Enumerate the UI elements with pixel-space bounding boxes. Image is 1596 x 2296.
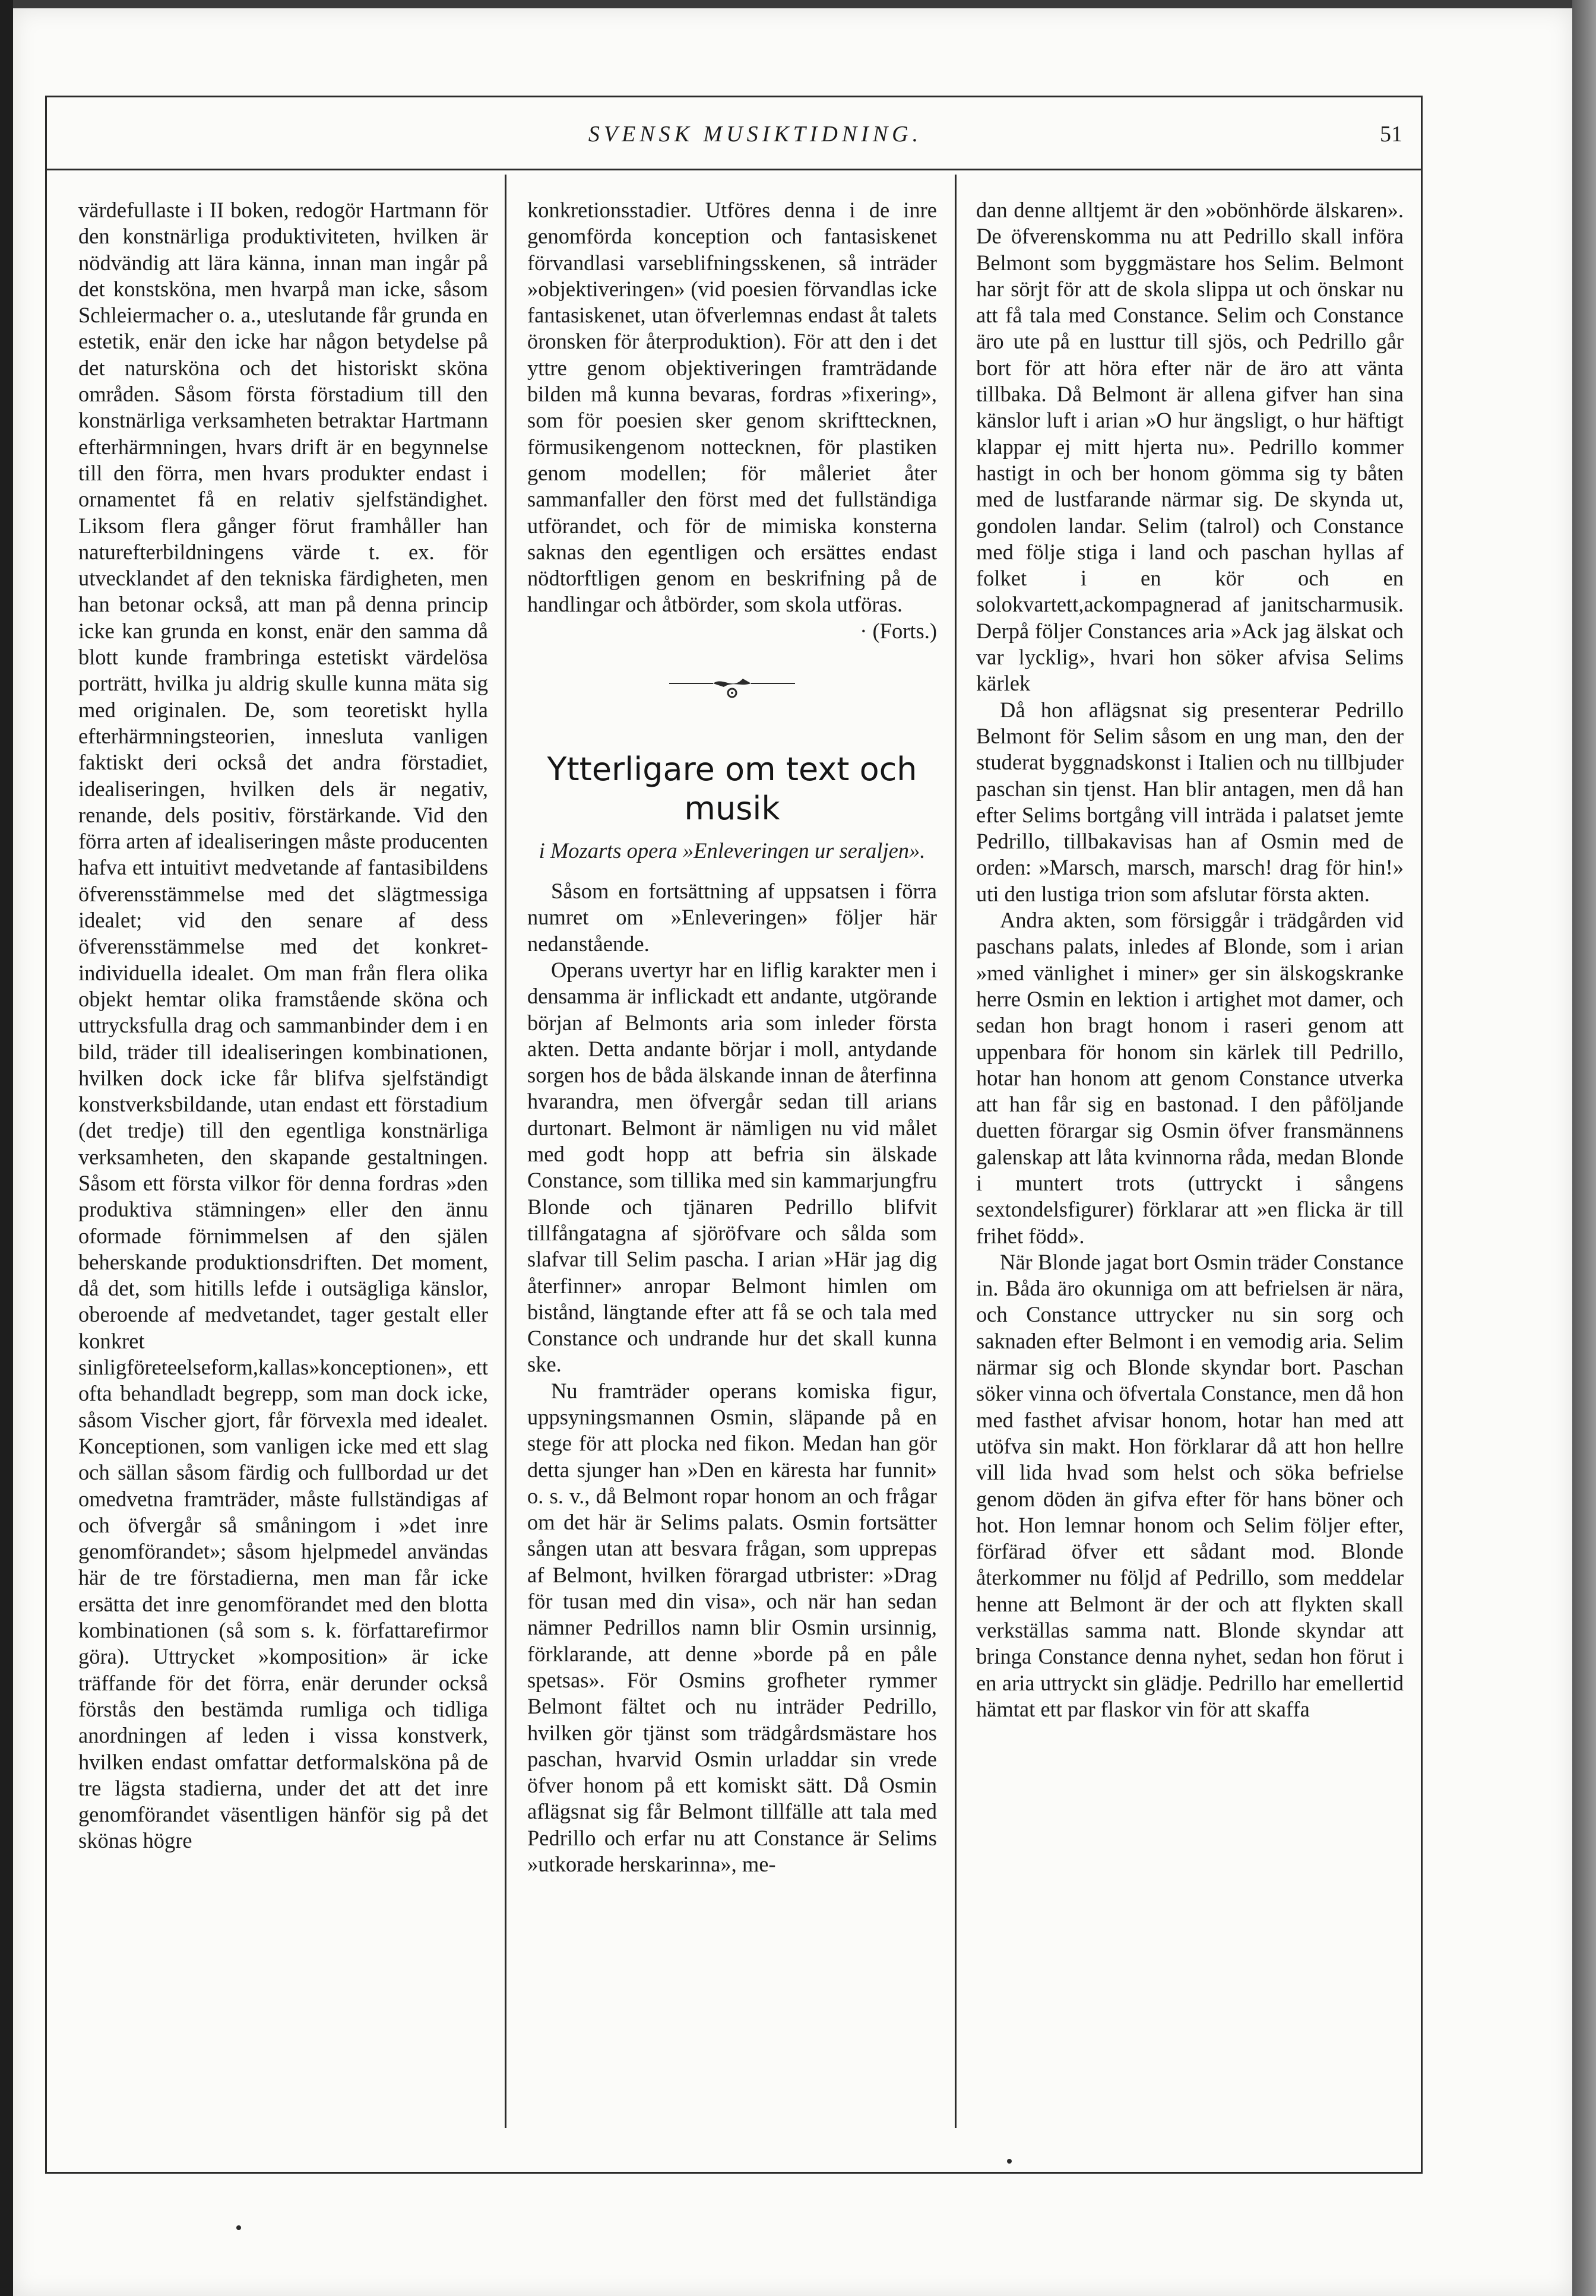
header-rule (45, 169, 1423, 170)
continued-note: · (Forts.) (860, 618, 937, 643)
article-paragraph: dan denne alltjemt är den »obönhörde älskaren». De öfverenskomma nu att Pedrillo skall införa Belmont som byggmästare hos Selim. Belmont har sörjt för att de skola slippa ut och önskar nu att få tala med Constance. Selim och Constance äro ute på en lusttur till sjös, och Pedrillo går bort för att höra efter när de äro att vänta tillbaka. Då Belmont är allena gifver han sina känslor luft i arian »O hur ängsligt, o hur häftigt klappar ej mitt hjerta nu». Pedrillo kommer hastigt in och ber honom gömma sig ty båten med de lustfarande närmar sig. De skynda ut, gondolen landar. Selim (talrol) och Constance med följe stiga i land och paschan hyllas af folket i en kör och en solokvartett,ackompagnerad af janitscharmusik. Derpå följer Constances aria »Ack jag älskat och var lycklig», hvari hon söker afvisa Selims kärlek (976, 198, 1404, 696)
article-paragraph: Då hon aflägsnat sig presenterar Pedrillo Belmont för Selim såsom en ung man, den der studerat byggnadskonst i Italien och nu tillbjuder paschan sin tjenst. Han blir antagen, men då han efter Selims bortgång vill inträda i palatset jemte Pedrillo, tillbakavisas han af Osmin med de orden: »Marsch, marsch, marsch! drag för hin!» uti den lustiga trion som afslutar första akten. (976, 697, 1404, 906)
running-title: SVENSK MUSIKTIDNING. (588, 122, 923, 147)
article-subtitle: i Mozarts opera »Enleveringen ur seraljen». (539, 838, 926, 863)
scan-top-edge (0, 0, 1596, 8)
column-3 (976, 197, 1404, 1722)
article-paragraph: Operans uvertyr har en liflig karakter men i densamma är inflickadt ett andante, utgörande början af Belmonts aria som inleder första akten. Detta andante börjar i moll, antydande sorgen hos de båda älskande innan de återfinna hvarandra, men öfvergår sedan till arians durtonart. Belmont är nämligen nu vid målet med godt hopp att befria sin älskade Constance, som tillika med sin kammarjungfru Blonde och tjänaren Pedrillo blifvit tillfångatagna af sjöröfvare och sålda som slafvar till Selim pascha. I arian »Här jag dig återfinner» anropar Belmont himlen om bistånd, längtande efter att få se och tala med Constance och undrande hur det skall kunna ske. (527, 957, 937, 1377)
column-rule-left (505, 175, 506, 2128)
article-paragraph: Nu framträder operans komiska figur, uppsyningsmannen Osmin, släpande på en stege för att plocka ned fikon. Medan han gör detta sjunger han »Den en käresta har funnit» o. s. v., då Belmont ropar honom an och frågar om det här är Selims palats. Osmin fortsätter sången utan att besvara frågan, som upprepas af Belmont, hvilken förargad utbrister: »Drag för tusan med din visa», och när han sedan nämner Pedrillos namn blir Osmin ursinnig, förklarande, att denne »borde på en påle spetsas». För Osmins grofheter rymmer Belmont fältet och nu inträder Pedrillo, hvilken gör tjänst som trädgårdsmästare hos paschan, hvarvid Osmin urladdar sin vrede öfver honom på ett komiskt sätt. Då Osmin aflägsnat sig får Belmont tillfälle att tala med Pedrillo och erfar nu att Constance är Selims »utkorade herskarinna», me- (527, 1378, 937, 1877)
column-2-paragraph-continued: konkretionsstadier. Utföres denna i de inre genomförda konception och fantasiskenet förvandlasi varseblifningsskenen, så inträder »objektiveringen» (vid poesien förvandlas icke fantasiskenet, utan öfverlemnas endast åt talets öronsken för återproduktion). För att den i det yttre genom objektiveringen framträdande bilden må kunna bevaras, fordras »fixering», som för poesien sker genom skrifttecknen, förmusikengenom nottecknen, för plastiken genom modellen; för måleriet åter sammanfaller den först med det fullständiga utförandet, och för de mimiska konsterna saknas den egentligen och ersättes endast nödtorftligen genom en beskrifning på de handlingar och åtbörder, som skola utföras. (527, 198, 937, 617)
article-paragraph: Såsom en fortsättning af uppsatsen i förra numret om »Enleveringen» följer här nedanstående. (527, 879, 937, 956)
article-paragraph: Andra akten, som försiggår i trädgården vid paschans palats, inledes af Blonde, som i arian »med vänlighet i miner» ger sin älskogskranke herre Osmin en lektion i artighet mot damer, och sedan hon bragt honom i raseri genom att uppenbara för honom sin kärlek till Pedrillo, hotar han honom att genom Constance utverka att han får sig en bastonad. I den påföljande duetten förargar sig Osmin öfver fransmännens galenskap att låta kvinnorna råda, medan Blonde i muntert trots (uttryckt i sångens sextondelsfigurer) förklarar att »en flicka är till frihet född». (976, 908, 1404, 1248)
print-speck (236, 2225, 241, 2230)
ornament-divider-icon (667, 673, 797, 702)
page-number: 51 (1380, 122, 1402, 147)
column-1-paragraph: värdefullaste i II boken, redogör Hartmann för den konstnärliga produktiviteten, hvilken är nödvändig att lära känna, innan man ingår på det konstsköna, men hvarpå man icke, såsom Schleiermacher o. a., uteslutande får grunda en estetik, enär den icke har någon betydelse på det natursköna och det historiskt sköna områden. Såsom första förstadium till den konstnärliga verksamheten betraktar Hartmann efterhärmningen, hvars drift är en begynnelse till den förra, men hvars produkter endast i ornamentet få en relativ sjelfständighet. Liksom flera gånger förut framhåller han naturefterbildningens värde t. ex. för utvecklandet af den tekniska färdigheten, men han betonar också, att man på denna princip icke kan grunda en konst, enär den samma då blott kunde frambringa estetiskt värdelösa porträtt, hvilka ju aldrig skulle kunna mäta sig med originalen. De, som teoretiskt hylla efterhärmningsteorien, innesluta vanligen faktiskt deri också det andra förstadiet, idealiseringen, hvilken dels är negativ, renande, dels positiv, förstärkande. Vid den förra arten af idealiseringen måste producenten hafva ett intuitivt medvetande af fantasibildens öfverensstämmelse med det slägtmessiga idealet; vid den senare af dess öfverensstämmelse med det konkret-individuella idealet. Om man från flera olika objekt hemtar olika framstående sköna och uttrycksfulla drag och sammanbinder dem i en bild, träder till idealiseringen kombinationen, hvilken dock icke får blifva sjelfständigt konstverksbildande, utan endast ett förstadium (det tredje) till den egentliga konstnärliga verksamheten, den skapande gestaltningen. Såsom ett första vilkor för denna fordras »den produktiva stämningen» eller den ännu oformade förnimmelsen af den själen beherskande produktionsdriften. Det moment, då det, som hitills lefde i outsägliga känslor, oberoende af medvetandet, tager gestalt eller konkret sinligföreteelseform,kallas»konceptionen», ett ofta behandladt begrepp, som man dock icke, såsom Vischer gjort, får förvexla med idealet. Konceptionen, som vanligen icke med ett slag och sällan såsom färdig och fullbordad ur det omedvetna framträder, måste fullständigas af och öfvergår så småningom i »det inre genomförandet»; såsom hjelpmedel användas här de tre förstadierna, men man får icke ersätta det inre genomförandet med den blotta kombinationen (så som s. k. författarefirmor göra). Uttrycket »komposition» är icke träffande för det förra, enär derunder också förstås den bestämda rumliga och tidliga anordningen af leden i vissa konstverk, hvilken endast omfattar detformalsköna på de tre lägsta stadierna, under det att det inre genomförandet väsentligen hänför sig på det skönas högre (78, 198, 488, 1853)
column-2 (527, 197, 937, 1877)
scan-left-edge (0, 0, 13, 2296)
print-speck (1007, 2159, 1012, 2164)
newspaper-page (13, 8, 1572, 2296)
column-rule-right (955, 175, 957, 2128)
article-title: Ytterligare om text och musik (547, 750, 917, 828)
article-paragraph: När Blonde jagat bort Osmin träder Constance in. Båda äro okunniga om att befrielsen är nära, och Constance uttrycker nu sin sorg och saknaden efter Belmont i en vemodig aria. Selim närmar sig och Blonde skyndar bort. Paschan söker vinna och öfvertala Constance, men då hon med fasthet afvisar honom, hotar han med att utöfva sin makt. Hon förklarar då att hon hellre vill lida hvad som helst och söka befrielse genom döden än gifva efter för hans böner och hot. Hon lemnar honom och Selim följer efter, förfärad öfver ett sådant mod. Blonde återkommer nu följd af Pedrillo, som meddelar henne att Belmont är der och att flykten skall verkställas samma natt. Blonde skyndar att bringa Constance denna nyhet, sedan hon förut i en aria uttryckt sin glädje. Pedrillo har emellertid hämtat ett par flaskor vin för att skaffa (976, 1249, 1404, 1721)
column-1 (78, 197, 488, 1854)
scan-right-edge (1572, 0, 1596, 2296)
